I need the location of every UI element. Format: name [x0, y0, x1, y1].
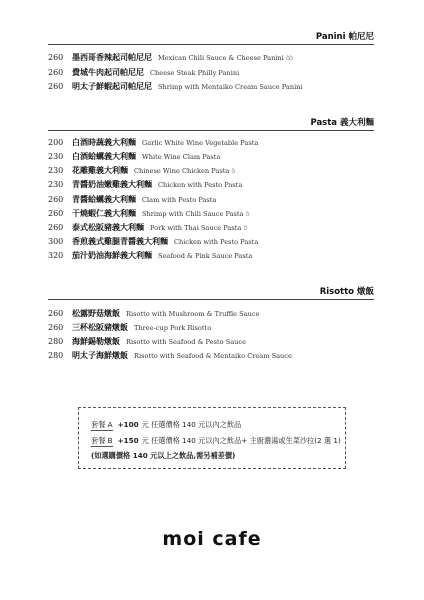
item-name-cn: 海鮮錫勒燉飯: [72, 337, 120, 346]
item-name-en: Pork with Thai Sauce Pasta: [150, 224, 242, 232]
set-b-label: 套餐 B: [91, 436, 113, 445]
item-name-en: Clam with Pesto Pasta: [142, 196, 217, 204]
item-price: 230: [48, 152, 64, 161]
menu-item: [48, 349, 292, 363]
set-a-label: 套餐 A: [91, 420, 113, 429]
item-name-en: Risotto with Seafood & Pesto Sauce: [126, 338, 246, 346]
item-price: 260: [48, 309, 64, 318]
menu-item: [48, 51, 292, 65]
item-name-cn: 墨西哥香辣起司帕尼尼: [72, 53, 152, 62]
section-title-pasta: Pasta 義大利麵: [310, 118, 374, 128]
item-name-en: Mexican Chili Sauce & Cheese Panini: [158, 54, 284, 62]
item-name-cn: 茄汁奶油海鮮義大利麵: [72, 251, 152, 260]
item-price: 260: [48, 209, 64, 218]
item-name-cn: 青醬蛤蠣義大利麵: [72, 195, 136, 204]
item-price: 280: [48, 351, 64, 360]
chili-icon: ꝺ: [243, 224, 247, 232]
section-divider: [48, 130, 374, 131]
section-title-panini: Panini 帕尼尼: [315, 32, 374, 42]
menu-item: [48, 249, 252, 263]
item-name-en: Shrimp with Chili Sauce Pasta: [142, 210, 244, 218]
item-name-en: Risotto with Seafood & Mentaiko Cream Sauce: [134, 352, 292, 360]
set-a-desc: 元 任選價格 140 元以內之飲品: [141, 420, 242, 429]
menu-item: [48, 178, 242, 192]
item-price: 260: [48, 323, 64, 332]
item-name-cn: 青醬奶油嫩雞義大利麵: [72, 180, 152, 189]
item-name-cn: 費城牛肉起司帕尼尼: [72, 68, 144, 77]
item-price: 200: [48, 138, 64, 147]
menu-item: [48, 207, 249, 221]
menu-item: [48, 235, 258, 249]
item-name-en: Cheese Steak Philly Panini: [150, 69, 240, 77]
section-divider: [48, 44, 374, 45]
menu-item: [48, 164, 235, 178]
menu-item: [48, 80, 303, 94]
menu-item: [48, 150, 220, 164]
set-a-price: +100: [117, 420, 139, 429]
item-name-cn: 明太子鮮蝦起司帕尼尼: [72, 82, 152, 91]
set-b-price: +150: [117, 436, 139, 445]
item-price: 260: [48, 82, 64, 91]
item-name-en: Garlic White Wine Vegetable Pasta: [142, 139, 259, 147]
item-name-en: Shrimp with Mentaiko Cream Sauce Panini: [158, 83, 303, 91]
set-meal-b: [91, 436, 341, 447]
chili-icon: ꝺ: [245, 210, 249, 218]
item-name-cn: 干燒蝦仁義大利麵: [72, 209, 136, 218]
set-meal-box: [78, 407, 346, 469]
item-price: 230: [48, 180, 64, 189]
item-name-en: Chicken with Pesto Pasta: [174, 238, 259, 246]
menu-item: [48, 335, 246, 349]
menu-item: [48, 193, 216, 207]
menu-item: [48, 66, 239, 80]
section-title-risotto: Risotto 燉飯: [319, 287, 374, 297]
item-price: 320: [48, 251, 64, 260]
cafe-logo: moi cafe: [162, 528, 262, 550]
item-name-cn: 香煎義式雞腿青醬義大利麵: [72, 237, 168, 246]
item-price: 260: [48, 223, 64, 232]
item-name-en: White Wine Clam Pasta: [142, 153, 221, 161]
item-name-cn: 花雕雞義大利麵: [72, 166, 128, 175]
item-name-cn: 白酒時蔬義大利麵: [72, 138, 136, 147]
set-meal-a: [91, 420, 241, 431]
item-name-cn: 明太子海鮮燉飯: [72, 351, 128, 360]
item-name-en: Three-cup Pork Risotto: [134, 324, 212, 332]
menu-item: [48, 136, 258, 150]
menu-item: [48, 321, 211, 335]
item-price: 230: [48, 166, 64, 175]
item-price: 280: [48, 337, 64, 346]
menu-item: [48, 307, 259, 321]
menu-item: [48, 221, 247, 235]
chili-icon: ꝺ: [231, 167, 235, 175]
item-name-en: Chinese Wine Chicken Pasta: [134, 167, 230, 175]
item-price: 260: [48, 195, 64, 204]
item-name-cn: 松露野菇燉飯: [72, 309, 120, 318]
section-divider: [48, 299, 374, 300]
item-name-cn: 泰式松阪豬義大利麵: [72, 223, 144, 232]
item-price: 260: [48, 53, 64, 62]
chili-icon: ꝺꝺ: [285, 54, 293, 62]
item-name-en: Seafood & Pink Sauce Pasta: [158, 252, 253, 260]
item-name-en: Risotto with Mushroom & Truffle Sauce: [126, 310, 260, 318]
item-name-en: Chicken with Pesto Pasta: [158, 181, 243, 189]
item-name-cn: 白酒蛤蠣義大利麵: [72, 152, 136, 161]
set-meal-note: (如選購價格 140 元以上之飲品,需另補差價): [91, 451, 236, 460]
set-b-desc: 元 任選價格 140 元以內之飲品+ 主廚濃湯或生菜沙拉(2 選 1): [141, 436, 341, 445]
item-price: 260: [48, 68, 64, 77]
item-name-cn: 三杯松阪豬燉飯: [72, 323, 128, 332]
item-price: 300: [48, 237, 64, 246]
